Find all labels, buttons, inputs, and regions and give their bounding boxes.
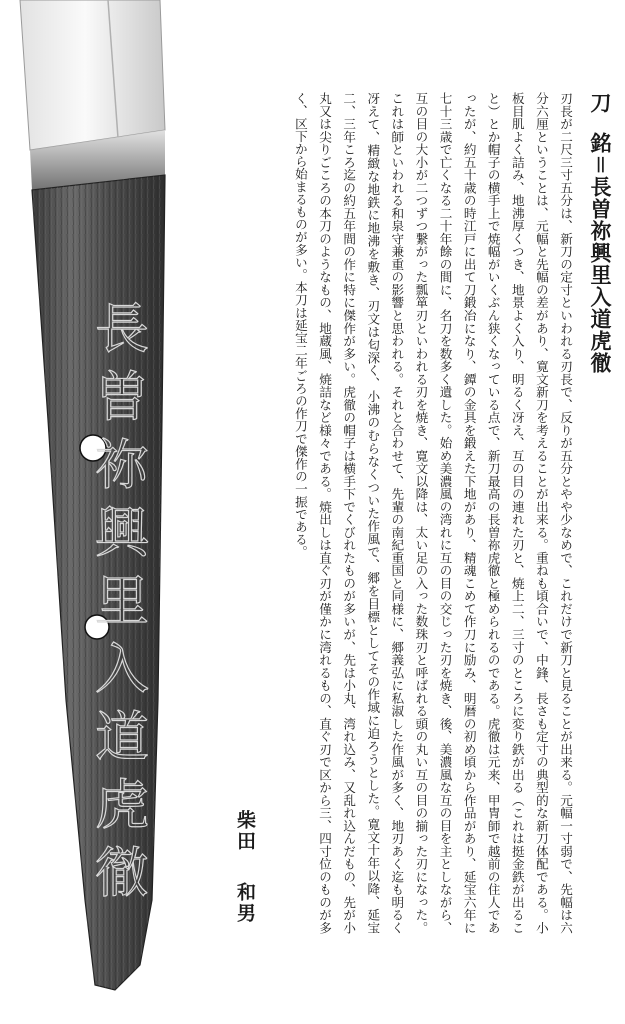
tang-inscription: 長曽祢興里入道虎徹	[86, 300, 150, 912]
blade-surface	[20, 0, 165, 150]
author-given-name: 和男	[234, 882, 256, 924]
sword-signature: 銘＝長曽祢興里入道虎徹	[588, 132, 612, 374]
article-title	[585, 92, 615, 952]
sword-category: 刀	[588, 92, 612, 114]
article-body: 刃長が二尺三寸五分は、新刀の定寸といわれる刃長で、反りが五分とやや少なめで、これだけで新刀と見ることが出来る。元幅一寸弱で、先幅は六分六厘ということは、元幅と先幅の差があり、寛文新刀を考えることが出来る。重ねも頃合いで、中鋒、長さも定寸の典型的な新刀体配である。小板目肌よく詰み、地沸厚くつき、地景よく入り、明るく冴え、互の目の連れた刃と、焼上二、三寸のところに変り鉄が出る（これは挺金鉄が出ること）とか帽子の横手上で焼幅がいくぶん狭くなっている点で、新刀最高の長曽祢虎徹と極められるのである。虎徹は元来、甲冑師で越前の住人であったが、約五十歳の時江戸に出て刀鍛冶になり、鐔の金具を鍛えた下地があり、精魂こめて作刀に励み、明暦の初め頃から作品があり、延宝六年に七十三歳で亡くなる二十年餘の間に、名刀を数多く遺した。始め美濃風の湾れに互の目の交じった刃を焼き、後、美濃風な互の目を主としながら、互の目の大小が二つずつ繋がった瓢箪刃といわれる刃を焼き、寛文以降は、太い足の入った数珠刃と呼ばれる頭の丸い互の目の揃った刃になった。これは師といわれる和泉守兼重の影響と思われる。それと合わせて、先輩の南紀重国と同様に、郷義弘に私淑した作風が多く、地刃あく迄も明るく冴えて、精緻な地鉄に地沸を敷き、刃文は匂深く、小沸のむらなくついた作風で、郷を目標としてその作域に迫ろうとした。寛文十年以降、延宝二、三年ころ迄の約五年間の作に特に傑作が多い。虎徹の帽子は横手下でくびれたものが多いが、先は小丸、湾れ込み、又乱れ込んだもの、先が小丸又は尖りごころの本刀のようなもの、地蔵風、焼詰など様々である。焼出しは直ぐ刃が僅かに湾れるもの、直ぐ刃で区から三、四寸位のものが多く、区下から始まるものが多い。本刀は延宝二年ごろの作刀で傑作の一振である。	[292, 92, 573, 934]
author-name	[232, 810, 259, 1010]
katana-photo	[0, 0, 230, 1024]
author-family-name: 柴田	[234, 810, 256, 852]
